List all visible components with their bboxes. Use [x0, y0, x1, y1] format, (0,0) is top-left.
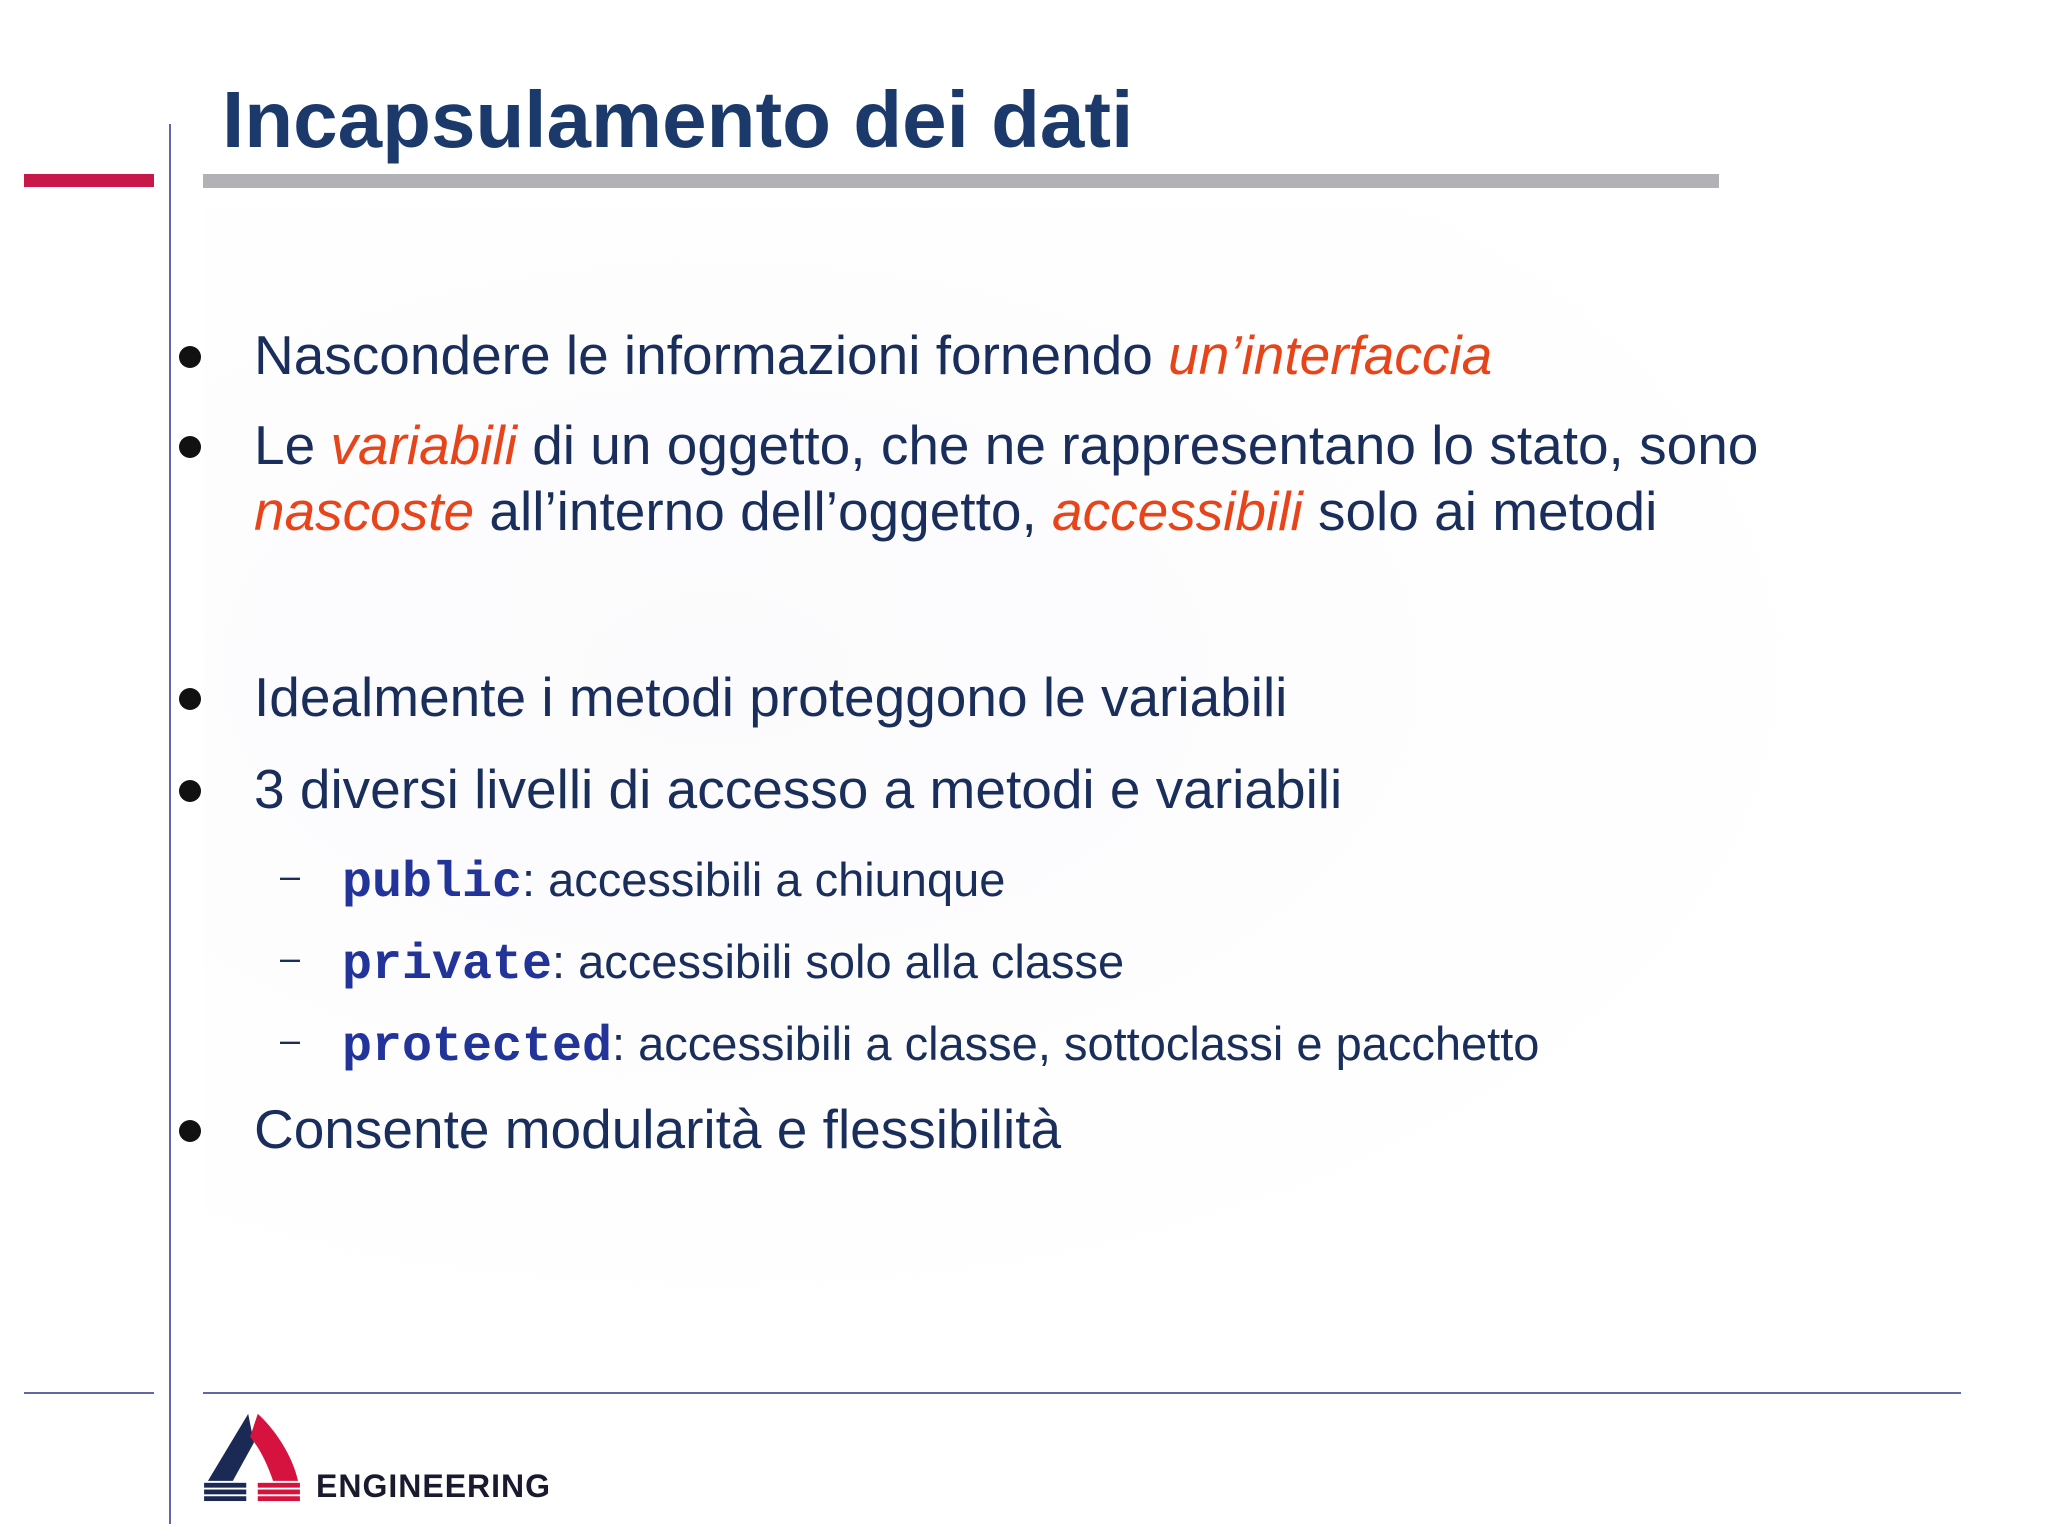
- bullet-text: solo ai metodi: [1302, 480, 1658, 542]
- bullet-text: Nascondere le informazioni fornendo: [254, 324, 1169, 386]
- footer-rule: [203, 1392, 1961, 1394]
- logo-wordmark: ENGINEERING: [316, 1468, 552, 1504]
- sub-bullet-public: [280, 852, 1006, 912]
- bullet-dot: [179, 436, 201, 458]
- bullet-dot: [179, 780, 201, 802]
- sub-bullet-dash: –: [280, 1019, 301, 1060]
- sub-bullet-dash: –: [280, 855, 301, 896]
- bullet-dot: [179, 1120, 201, 1142]
- bullet-dot: [179, 688, 201, 710]
- bullet-dot: [179, 346, 201, 368]
- bullet-text: Le: [254, 414, 331, 476]
- engineering-logo-icon: [204, 1410, 300, 1502]
- bullet-text: Idealmente i metodi proteggono le variabili: [254, 666, 1288, 728]
- sub-bullet-private: [280, 934, 1125, 994]
- bullet-text: Consente modularità e flessibilità: [254, 1098, 1062, 1160]
- access-keyword: public: [342, 855, 523, 912]
- highlight-term: un’interfaccia: [1168, 324, 1493, 386]
- footer-rule-left: [24, 1392, 154, 1394]
- bullet-item: [254, 664, 1287, 730]
- access-keyword: private: [342, 937, 553, 994]
- bullet-item: [254, 756, 1342, 822]
- sub-bullet-dash: –: [280, 937, 301, 978]
- bullet-text: 3 diversi livelli di accesso a metodi e variabili: [254, 758, 1343, 820]
- bullet-text: di un oggetto, che ne rappresentano lo stato, sono: [516, 414, 1759, 476]
- bullet-item: [254, 1096, 1061, 1162]
- bullet-item: [254, 322, 1492, 388]
- highlight-term: variabili: [330, 414, 517, 476]
- access-description: : accessibili a classe, sottoclassi e pacchetto: [612, 1017, 1540, 1070]
- access-description: : accessibili solo alla classe: [552, 935, 1125, 988]
- sub-bullet-protected: [280, 1016, 1540, 1076]
- access-description: : accessibili a chiunque: [522, 853, 1006, 906]
- slide-title: Incapsulamento dei dati: [222, 75, 1134, 164]
- bullet-item: [254, 412, 1758, 544]
- highlight-term: accessibili: [1052, 480, 1303, 542]
- highlight-term: nascoste: [254, 480, 475, 542]
- bullet-text: all’interno dell’oggetto,: [474, 480, 1053, 542]
- access-keyword: protected: [342, 1019, 613, 1076]
